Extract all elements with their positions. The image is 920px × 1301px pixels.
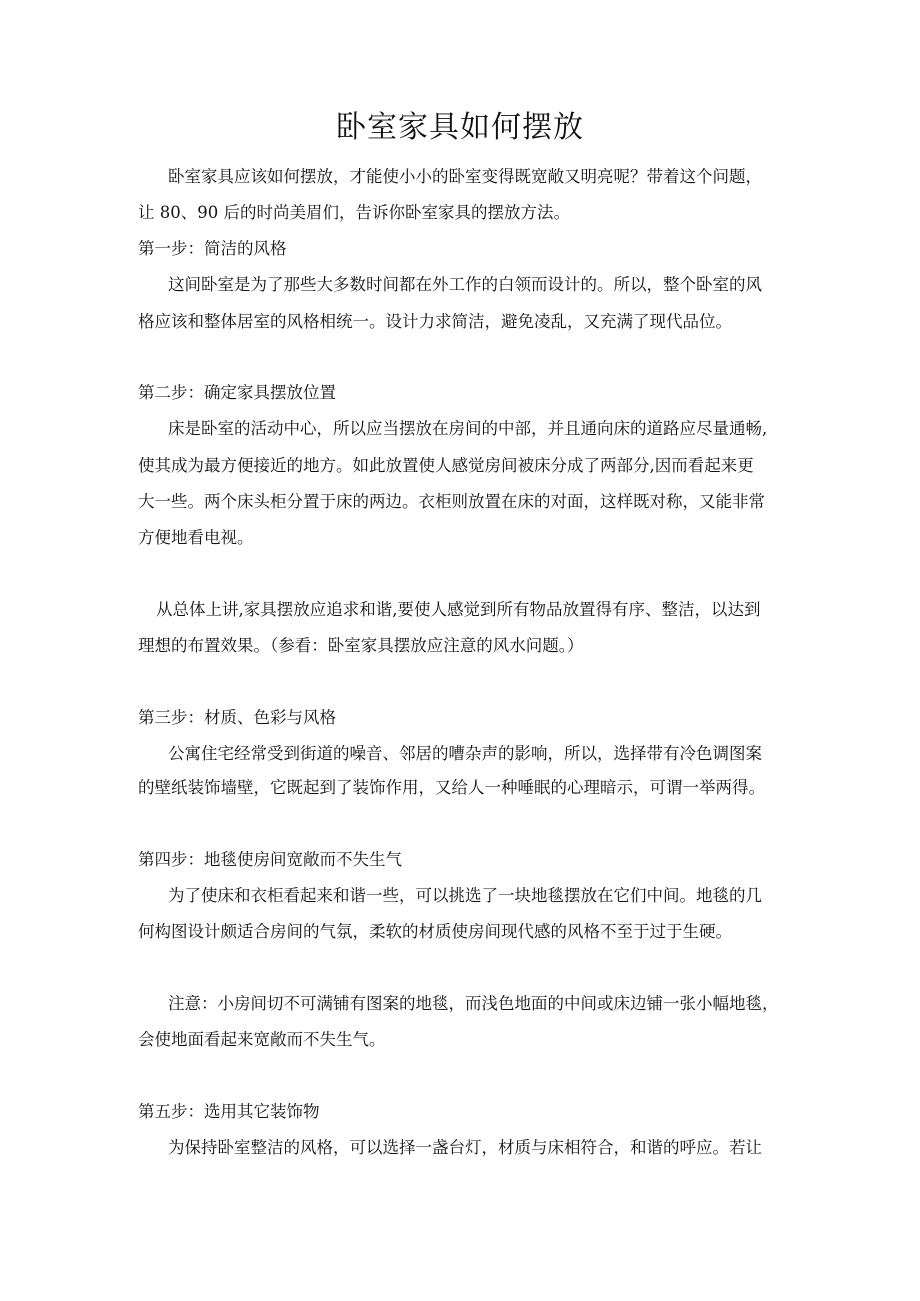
step4-heading: 第四步：地毯使房间宽敞而不失生气 [138,850,402,869]
document-title: 卧室家具如何摆放 [336,110,584,145]
step3-heading: 第三步：材质、色彩与风格 [138,708,336,727]
note-line-2: 会使地面看起来宽敞而不失生气。 [138,1030,386,1049]
step4-line-2: 何构图设计颇适合房间的气氛，柔软的材质使房间现代感的风格不至于过于生硬。 [138,922,732,941]
note-line-1: 注意：小房间切不可满铺有图案的地毯，而浅色地面的中间或床边铺一张小幅地毯， [168,994,779,1013]
step2-heading: 第二步：确定家具摆放位置 [138,383,336,402]
step1-line-1: 这间卧室是为了那些大多数时间都在外工作的白领而设计的。所以，整个卧室的风 [168,275,762,294]
summary-line-2: 理想的布置效果。（参看：卧室家具摆放应注意的风水问题。） [138,636,584,655]
step2-line-1: 床是卧室的活动中心，所以应当摆放在房间的中部，并且通向床的道路应尽量通畅, [168,419,768,438]
intro-line-1: 卧室家具应该如何摆放，才能使小小的卧室变得既宽敞又明亮呢？带着这个问题， [168,167,762,186]
step2-line-2: 使其成为最方便接近的地方。如此放置使人感觉房间被床分成了两部分,因而看起来更 [138,456,754,475]
step2-line-4: 方便地看电视。 [138,528,254,547]
step3-line-1: 公寓住宅经常受到街道的噪音、邻居的嘈杂声的影响，所以，选择带有冷色调图案 [168,744,762,763]
summary-line-1: 从总体上讲,家具摆放应追求和谐,要使人感觉到所有物品放置得有序、整洁，以达到 [156,600,761,619]
step4-line-1: 为了使床和衣柜看起来和谐一些，可以挑选了一块地毯摆放在它们中间。地毯的几 [168,886,762,905]
step5-heading: 第五步：选用其它装饰物 [138,1102,320,1121]
step3-line-2: 的壁纸装饰墙壁，它既起到了装饰作用，又给人一种唾眠的心理暗示，可谓一举两得。 [138,778,765,797]
step1-heading: 第一步：简洁的风格 [138,239,287,258]
step1-line-2: 格应该和整体居室的风格相统一。设计力求简洁，避免凌乱，又充满了现代品位。 [138,312,732,331]
step5-line-1: 为保持卧室整洁的风格，可以选择一盏台灯，材质与床相符合，和谐的呼应。若让 [168,1138,762,1157]
step2-line-3: 大一些。两个床头柜分置于床的两边。衣柜则放置在床的对面，这样既对称，又能非常 [138,492,765,511]
intro-line-2: 让 80、90 后的时尚美眉们，告诉你卧室家具的摆放方法。 [138,203,570,222]
